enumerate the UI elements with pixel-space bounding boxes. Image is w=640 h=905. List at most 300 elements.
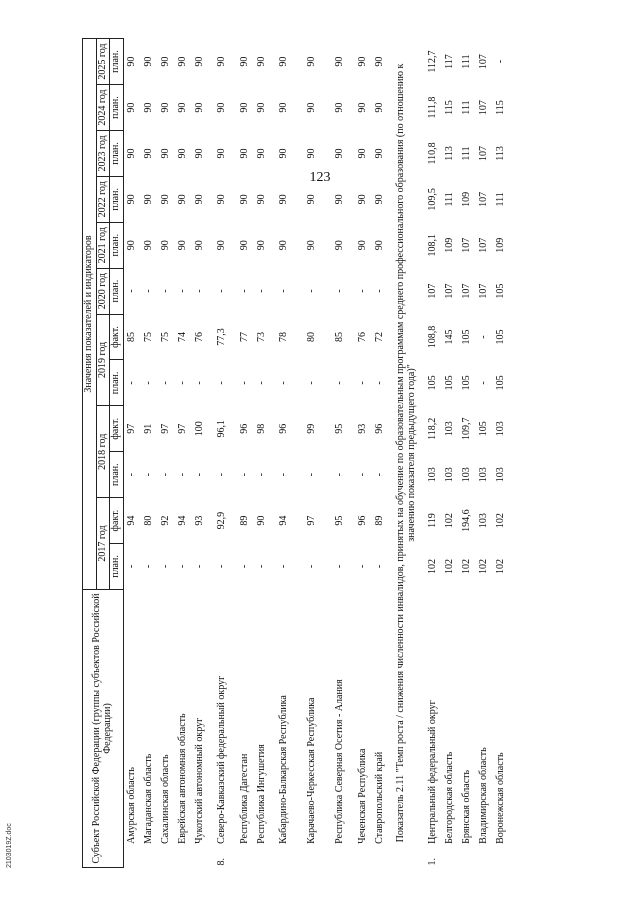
values-title: Значения показателей и индикаторов [83, 39, 97, 590]
value-cell: - [278, 289, 290, 293]
value-cell: 102 [443, 558, 455, 574]
table-row [123, 39, 141, 868]
value-cell: 97 [176, 423, 188, 434]
value-cell: 103 [494, 467, 506, 483]
value-cell: 90 [356, 56, 368, 67]
value-cell: - [238, 289, 250, 293]
table-row [355, 39, 372, 868]
row-number [299, 846, 327, 868]
value-cell: 90 [193, 194, 205, 205]
region-name: Белгородская область [443, 751, 455, 844]
value-cell: 90 [255, 56, 267, 67]
value-cell: 102 [477, 558, 489, 574]
value-cell: 75 [142, 332, 154, 343]
value-cell: 107 [443, 283, 455, 299]
value-cell: - [238, 381, 250, 385]
value-cell: 194,6 [460, 509, 472, 532]
value-cell: 105 [494, 329, 506, 345]
value-cell: - [373, 289, 385, 293]
value-cell: - [334, 473, 346, 477]
value-cell: 90 [176, 56, 188, 67]
value-cell: 90 [159, 240, 171, 251]
value-cell: 97 [306, 515, 318, 526]
region-name: Карачаево-Черкесская Республика [306, 697, 318, 844]
value-cell: 90 [278, 56, 290, 67]
value-cell: 111 [460, 146, 472, 161]
value-cell: - [193, 473, 205, 477]
value-cell: - [278, 564, 290, 569]
indicators-table [82, 38, 510, 868]
value-cell: - [159, 289, 171, 293]
row-number [459, 846, 476, 868]
value-cell: - [176, 473, 188, 477]
fact-header: факт. [110, 314, 124, 360]
value-cell: 105 [494, 283, 506, 299]
value-cell: - [159, 564, 171, 569]
year-header: 2018 год [96, 406, 110, 498]
value-cell: 89 [373, 515, 385, 526]
value-cell: 102 [494, 558, 506, 574]
value-cell: 110,8 [426, 142, 438, 165]
region-name: Владимирская область [477, 747, 489, 844]
value-cell: 90 [255, 148, 267, 159]
year-header: 2022 год [96, 176, 110, 222]
value-cell: - [125, 289, 137, 293]
value-cell: 102 [460, 558, 472, 574]
row-number [372, 846, 389, 868]
value-cell: 89 [238, 515, 250, 526]
row-number [254, 846, 271, 868]
row-number [355, 846, 372, 868]
value-cell: 90 [356, 148, 368, 159]
value-cell: - [125, 381, 137, 385]
value-cell: 90 [278, 240, 290, 251]
plan-header: план. [110, 39, 124, 85]
value-cell: 108,1 [426, 233, 438, 257]
value-cell: 102 [494, 513, 506, 529]
value-cell: 103 [426, 467, 438, 483]
indicator-row [389, 39, 425, 868]
value-cell: - [216, 289, 228, 293]
subject-header: Субъект Российской Федерации (группы субъектов Российской Федерации) [83, 589, 124, 867]
value-cell: 107 [426, 283, 438, 299]
year-header: 2024 год [96, 85, 110, 131]
value-cell: 93 [356, 423, 368, 434]
value-cell: 90 [373, 148, 385, 159]
row-number: 1. [426, 858, 438, 866]
row-number [192, 846, 209, 868]
table-row [141, 39, 158, 868]
value-cell: - [159, 381, 171, 385]
region-name: Сахалинская область [159, 754, 171, 844]
value-cell: 76 [193, 332, 205, 343]
value-cell: 115 [494, 100, 506, 115]
row-number [158, 846, 175, 868]
value-cell: 115 [443, 100, 455, 115]
value-cell: 107 [477, 54, 489, 70]
value-cell: - [494, 59, 506, 64]
value-cell: 105 [494, 375, 506, 391]
value-cell: 90 [306, 194, 318, 205]
value-cell: - [125, 564, 137, 569]
value-cell: 118,2 [426, 417, 438, 440]
value-cell: 111 [494, 192, 506, 207]
value-cell: 90 [238, 102, 250, 113]
value-cell: 103 [494, 421, 506, 437]
row-number: 8. [216, 858, 228, 866]
value-cell: 90 [125, 148, 137, 159]
value-cell: - [193, 381, 205, 385]
value-cell: 90 [278, 148, 290, 159]
table-row [476, 39, 493, 868]
value-cell: 90 [142, 194, 154, 205]
value-cell: 90 [238, 194, 250, 205]
value-cell: 75 [159, 332, 171, 343]
value-cell: - [255, 289, 267, 293]
value-cell: - [159, 473, 171, 477]
value-cell: - [373, 473, 385, 477]
region-name: Магаданская область [142, 753, 154, 844]
row-number [175, 846, 192, 868]
value-cell: - [193, 289, 205, 293]
value-cell: 145 [443, 329, 455, 345]
plan-header: план. [110, 131, 124, 177]
value-cell: 103 [443, 421, 455, 437]
value-cell: 92 [159, 515, 171, 526]
value-cell: - [306, 564, 318, 569]
value-cell: 96 [278, 423, 290, 434]
value-cell: - [306, 381, 318, 385]
value-cell: 90 [142, 56, 154, 67]
value-cell: 90 [356, 194, 368, 205]
value-cell: 103 [477, 467, 489, 483]
value-cell: 107 [460, 237, 472, 253]
value-cell: 72 [373, 332, 385, 343]
value-cell: 85 [125, 332, 137, 343]
value-cell: - [373, 564, 385, 569]
value-cell: 107 [477, 100, 489, 116]
value-cell: 98 [255, 423, 267, 434]
value-cell: 90 [216, 148, 228, 159]
value-cell: - [373, 381, 385, 385]
table-row [372, 39, 389, 868]
indicator-title: Показатель 2.11 "Темп роста / снижения численности инвалидов, принятых на обучение по образовательным программам среднего профессионального образования (по отношению к значению показателя предыдущего года)" [395, 63, 417, 843]
row-number [123, 846, 141, 868]
value-cell: 97 [159, 423, 171, 434]
value-cell: - [216, 473, 228, 477]
region-name: Центральный федеральный округ [426, 700, 438, 844]
value-cell: 90 [373, 102, 385, 113]
value-cell: 108,8 [426, 325, 438, 349]
year-header: 2019 год [96, 314, 110, 406]
value-cell: - [306, 473, 318, 477]
value-cell: 109 [494, 237, 506, 253]
value-cell: 94 [278, 515, 290, 526]
value-cell: 92,9 [216, 511, 228, 530]
value-cell: 95 [334, 515, 346, 526]
plan-header: план. [110, 85, 124, 131]
plan-header: план. [110, 176, 124, 222]
value-cell: 90 [306, 102, 318, 113]
row-number [141, 846, 158, 868]
value-cell: 113 [443, 146, 455, 161]
value-cell: 102 [443, 513, 455, 529]
value-cell: 90 [159, 102, 171, 113]
value-cell: 109,7 [460, 417, 472, 441]
page-number: 123 [309, 170, 331, 185]
value-cell: 117 [443, 54, 455, 69]
region-name: Амурская область [125, 767, 137, 844]
value-cell: 77,3 [216, 328, 228, 346]
value-cell: - [255, 564, 267, 569]
table-body-regions [123, 39, 389, 868]
value-cell: 90 [334, 194, 346, 205]
value-cell: - [278, 381, 290, 385]
value-cell: 90 [142, 148, 154, 159]
value-cell: 90 [278, 102, 290, 113]
value-cell: 90 [306, 56, 318, 67]
value-cell: 109 [443, 237, 455, 253]
value-cell: 90 [193, 240, 205, 251]
region-name: Кабардино-Балкарская Республика [278, 695, 290, 844]
value-cell: 77 [238, 332, 250, 343]
region-name: Северо-Кавказский федеральный округ [216, 675, 228, 844]
value-cell: 90 [142, 102, 154, 113]
table-row [493, 39, 510, 868]
value-cell: 103 [477, 513, 489, 529]
plan-header: план. [110, 222, 124, 268]
indicator-section [389, 39, 425, 868]
value-cell: 107 [477, 191, 489, 207]
value-cell: - [356, 289, 368, 293]
region-name: Еврейская автономная область [176, 713, 188, 844]
table-row [271, 39, 299, 868]
value-cell: 90 [193, 56, 205, 67]
value-cell: 90 [125, 194, 137, 205]
value-cell: 90 [125, 56, 137, 67]
value-cell: - [216, 381, 228, 385]
table-body-indicator [425, 39, 510, 868]
value-cell: 100 [193, 421, 205, 437]
value-cell: 90 [125, 102, 137, 113]
value-cell: 105 [426, 375, 438, 391]
value-cell: - [306, 289, 318, 293]
value-cell: 90 [255, 240, 267, 251]
value-cell: 90 [373, 240, 385, 251]
value-cell: - [255, 381, 267, 385]
region-name: Чеченская Республика [356, 748, 368, 844]
region-name: Республика Ингушетия [255, 744, 267, 844]
value-cell: 90 [373, 194, 385, 205]
plan-header: план. [110, 544, 124, 590]
value-cell: 90 [334, 102, 346, 113]
value-cell: - [334, 564, 346, 569]
row-number [442, 846, 459, 868]
value-cell: 97 [125, 423, 137, 434]
region-name: Воронежская область [494, 752, 506, 844]
plan-header: план. [110, 268, 124, 314]
value-cell: 105 [460, 329, 472, 345]
value-cell: 90 [238, 240, 250, 251]
value-cell: 107 [477, 283, 489, 299]
value-cell: 96 [373, 423, 385, 434]
value-cell: - [176, 564, 188, 569]
value-cell: 90 [159, 56, 171, 67]
value-cell: 90 [238, 56, 250, 67]
value-cell: 109,5 [426, 188, 438, 211]
year-header: 2017 год [96, 498, 110, 590]
value-cell: 111 [460, 100, 472, 115]
value-cell: - [125, 473, 137, 477]
value-cell: 105 [443, 375, 455, 391]
value-cell: - [255, 473, 267, 477]
year-header: 2020 год [96, 268, 110, 314]
value-cell: 103 [443, 467, 455, 483]
region-name: Брянская область [460, 769, 472, 844]
value-cell: 94 [125, 515, 137, 526]
value-cell: - [216, 564, 228, 569]
value-cell: 105 [477, 421, 489, 437]
value-cell: 90 [306, 240, 318, 251]
value-cell: - [176, 381, 188, 385]
value-cell: 90 [176, 102, 188, 113]
value-cell: 107 [477, 237, 489, 253]
value-cell: - [142, 564, 154, 569]
value-cell: - [356, 381, 368, 385]
value-cell: 109 [460, 191, 472, 207]
value-cell: - [477, 335, 489, 339]
value-cell: 90 [193, 102, 205, 113]
value-cell: 80 [306, 332, 318, 343]
plan-header: план. [110, 452, 124, 498]
value-cell: 85 [334, 332, 346, 343]
value-cell: 113 [494, 146, 506, 161]
value-cell: 107 [477, 145, 489, 161]
value-cell: 90 [334, 148, 346, 159]
value-cell: 90 [334, 56, 346, 67]
table-row [254, 39, 271, 868]
value-cell: - [142, 289, 154, 293]
row-number [327, 846, 355, 868]
table-row [158, 39, 175, 868]
value-cell: 90 [373, 56, 385, 67]
value-cell: - [334, 289, 346, 293]
value-cell: 90 [356, 102, 368, 113]
file-label: 2103019Z.doc [6, 823, 13, 868]
value-cell: 103 [460, 467, 472, 483]
value-cell: 102 [426, 558, 438, 574]
value-cell: 90 [216, 194, 228, 205]
value-cell: 90 [176, 194, 188, 205]
region-name: Чукотский автономный округ [193, 717, 205, 844]
value-cell: 90 [255, 194, 267, 205]
value-cell: 90 [306, 148, 318, 159]
fact-header: факт. [110, 406, 124, 452]
value-cell: - [238, 473, 250, 477]
value-cell: - [356, 564, 368, 569]
value-cell: - [334, 381, 346, 385]
value-cell: 90 [193, 148, 205, 159]
value-cell: 95 [334, 423, 346, 434]
plan-header: план. [110, 360, 124, 406]
value-cell: 90 [159, 148, 171, 159]
value-cell: 111,8 [426, 96, 438, 119]
row-number [271, 846, 299, 868]
value-cell: 93 [193, 515, 205, 526]
row-number [493, 846, 510, 868]
value-cell: 74 [176, 332, 188, 343]
row-number [476, 846, 493, 868]
value-cell: - [477, 381, 489, 385]
region-name: Ставропольский край [373, 751, 385, 844]
table-row [237, 39, 254, 868]
table-row [192, 39, 209, 868]
value-cell: 96,1 [216, 420, 228, 438]
value-cell: 90 [176, 148, 188, 159]
value-cell: - [176, 289, 188, 293]
value-cell: 105 [460, 375, 472, 391]
value-cell: 111 [443, 192, 455, 207]
table-row [327, 39, 355, 868]
row-number [237, 846, 254, 868]
value-cell: 90 [255, 515, 267, 526]
value-cell: - [142, 473, 154, 477]
value-cell: 90 [159, 194, 171, 205]
rotated-table-container [82, 38, 612, 868]
region-name: Республика Северная Осетия - Алания [334, 679, 346, 844]
value-cell: 76 [356, 332, 368, 343]
value-cell: 94 [176, 515, 188, 526]
value-cell: 90 [356, 240, 368, 251]
year-header: 2025 год [96, 39, 110, 85]
value-cell: 80 [142, 515, 154, 526]
table-row [459, 39, 476, 868]
value-cell: - [142, 381, 154, 385]
value-cell: 90 [278, 194, 290, 205]
value-cell: 73 [255, 332, 267, 343]
value-cell: - [193, 564, 205, 569]
year-header: 2023 год [96, 131, 110, 177]
value-cell: 90 [216, 56, 228, 67]
value-cell: - [278, 473, 290, 477]
value-cell: 96 [238, 423, 250, 434]
table-header [83, 39, 124, 868]
table-row [299, 39, 327, 868]
table-row [209, 39, 237, 868]
value-cell: 96 [356, 515, 368, 526]
value-cell: 90 [216, 240, 228, 251]
value-cell: 107 [460, 283, 472, 299]
value-cell: 90 [176, 240, 188, 251]
value-cell: 99 [306, 423, 318, 434]
value-cell: 78 [278, 332, 290, 343]
value-cell: 90 [216, 102, 228, 113]
table-row [442, 39, 459, 868]
value-cell: 90 [125, 240, 137, 251]
value-cell: - [356, 473, 368, 477]
fact-header: факт. [110, 498, 124, 544]
value-cell: 90 [238, 148, 250, 159]
value-cell: 91 [142, 423, 154, 434]
value-cell: 90 [334, 240, 346, 251]
value-cell: 119 [426, 513, 438, 528]
value-cell: 111 [460, 54, 472, 69]
year-header: 2021 год [96, 222, 110, 268]
table-row [425, 39, 442, 868]
table-row [175, 39, 192, 868]
value-cell: 90 [255, 102, 267, 113]
region-name: Республика Дагестан [238, 753, 250, 844]
